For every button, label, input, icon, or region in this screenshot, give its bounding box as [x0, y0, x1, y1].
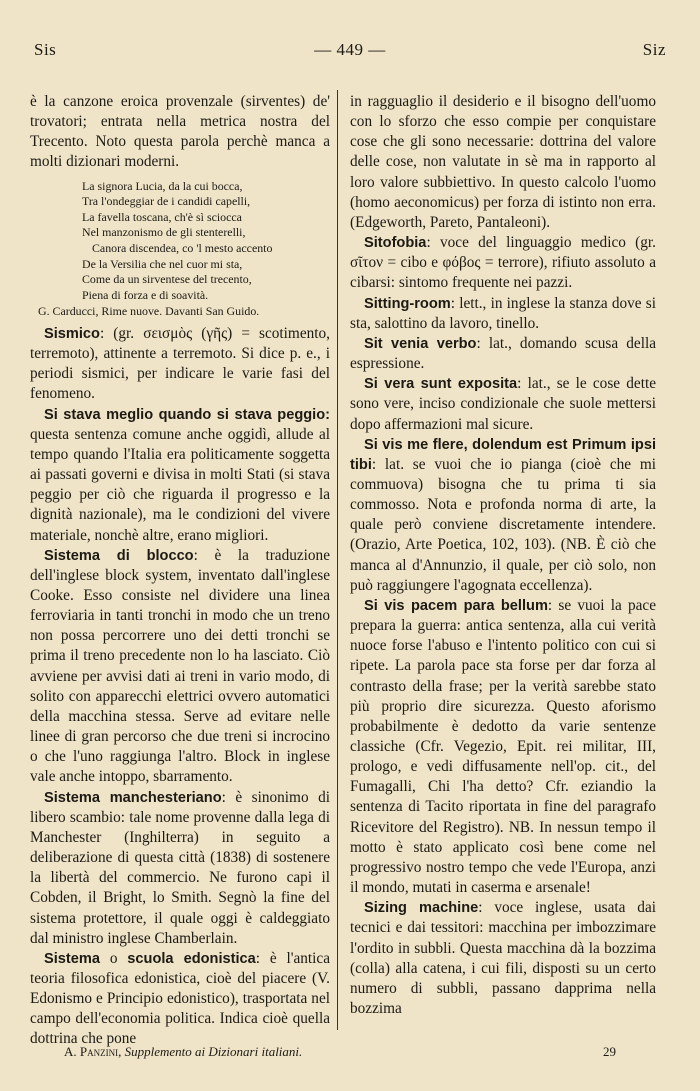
- entry-body: : se vuoi la pace prepara la guerra: antica sentenza, alla cui verità nuoce forse l'abuso e l'intento politico con cui si ripete. La parola pace sta forse per dar forza al contrasto della frase; per la verità sarebbe stato più proprio dire sicurezza. Questo aforismo probabilmente è dedotto da varie sentenze classiche (Cfr. Vegezio, Epit. rei militar, III, prologo, e vedi diffusamente nell'op. cit., del Fumagalli, Chi l'ha detto? Cfr. eziandio la sentenza di Tacito riportata in fine del paragrafo Ricevitore del Registro). NB. In nessun tempo il motto è stato applicato così bene come nel progressivo nostro tempo che vede l'Europa, anzi il mondo, mutati in caserma e arsenale!: [350, 596, 656, 897]
- entry-headword: scuola edonistica: [127, 950, 256, 967]
- entry-continuation: in ragguaglio il desiderio e il bisogno dell'uomo con lo sforzo che esso compie per conquistare cose che gli sono necessarie: dottrina del valore delle cose, non valutate in sè ma in rapporto al loro valore subbiettivo. In questo calcolo l'uomo (homo aeconomicus) per forza di istinto non erra. (Edgeworth, Pareto, Pantaleoni).: [350, 93, 656, 231]
- entry-sistema-manchesteriano: [30, 788, 330, 949]
- entry-body: : lat. se vuoi che io pianga (cioè che mi commuova) bisogna che tu prima ti sia commosso. Nota e profonda norma di arte, la quale però conviene discretamente intendere. (Orazio, Arte Poetica, 102, 103). (NB. È ciò che manca al d'Annunzio, il quale, per ciò solo, non può raggiungere l'agognata eccellenza).: [350, 455, 656, 594]
- entry-body: : lat., se le cose dette sono vere, inciso condizionale che suole mettersi dopo affermazioni mal sicure.: [350, 375, 656, 433]
- entry-headword: Sizing machine: [364, 900, 479, 917]
- entry-headword: Sitting-room: [364, 295, 451, 312]
- running-head-left: Sis: [34, 40, 57, 59]
- footer-title: , Supplemento ai Dizionari italiani.: [118, 1044, 303, 1059]
- entry-sitting-room: [350, 294, 656, 334]
- page-footer: [64, 1044, 616, 1060]
- entry-sit-venia-verbo: [350, 334, 656, 374]
- footer-author: A. Panzini: [64, 1044, 119, 1059]
- entry-si-vis-me-flere: [350, 435, 656, 596]
- poem-source: G. Carducci, Rime nuove. Davanti San Guido.: [38, 304, 260, 319]
- entry-headword: Sit venia verbo: [364, 335, 477, 352]
- entry-sitofobia: [350, 233, 656, 293]
- entry-headword: Sistema manchesteriano: [44, 789, 222, 806]
- entry-sismico: [30, 324, 330, 405]
- entry-continuation: è la canzone eroica provenzale (sirventes) de' trovatori; entrata nella metrica nostra del Trecento. Noto questa parola perchè manca a molti dizionari moderni.: [30, 93, 330, 171]
- entry-headword: Si vera sunt exposita: [364, 376, 518, 393]
- entry-headword: Sismico: [44, 325, 100, 342]
- running-head: [34, 38, 666, 62]
- entry-headword: Si stava meglio quando si stava peggio:: [44, 406, 330, 423]
- entry-sistema-edonistico: [30, 949, 330, 1050]
- poem-line: De la Versilia che nel cuor mi sta,: [82, 256, 243, 271]
- poem-line: La signora Lucia, da la cui bocca,: [82, 178, 243, 193]
- entry-body: : (gr. σεισμὸς (γῆς) = scotimento, terremoto), attinente a terremoto. Si dice p. e., i periodi sismici, per indicare le varie fasi del fenomeno.: [30, 324, 330, 403]
- footer-citation: [64, 1044, 302, 1060]
- entry-body: : è la traduzione dell'inglese block system, inventato dall'inglese Cooke. Esso consiste nel dividere una linea ferroviaria in tanti tronchi in modo che un treno non possa percorrere uno dei detti tronchi se prima il treno precedente non lo ha lasciato. Ciò avviene per avvisi dati ai treni in vario modo, di solito con apparecchi elettrici ovvero automatici della macchina stessa. Serve ad evitare nelle linee di gran percorso che due treni si incrocino o che l'uno raggiunga l'altro. Block in inglese vale anche intoppo, sbarramento.: [30, 546, 330, 786]
- entry-body: : voce del linguaggio medico (gr. σῖτον = cibo e φόβος = terrore), rifiuto assoluto a cibarsi: sintomo frequente nei pazzi.: [350, 234, 656, 292]
- entry-sistema-di-blocco: [30, 546, 330, 788]
- entry-si-stava-meglio: [30, 405, 330, 546]
- left-column: [30, 92, 330, 1050]
- entry-headword: Si vis pacem para bellum: [364, 597, 548, 614]
- entry-headword: Sistema: [44, 950, 100, 967]
- running-head-right: Siz: [642, 40, 666, 59]
- poem-line: Nel manzonismo de gli stenterelli,: [82, 225, 246, 240]
- entry-headword: Sistema di blocco: [44, 547, 194, 564]
- poem-quote: [38, 178, 330, 320]
- entry-body: : lett., in inglese la stanza dove si sta, salottino da lavoro, tinello.: [350, 294, 656, 332]
- entry-connector: o: [99, 949, 128, 967]
- entry-body: : è sinonimo di libero scambio: tale nome provenne dalla lega di Manchester (Inghilterra) in seguito a deliberazione di questa città (1838) di sostenere la libertà del commercio. Ne furono capi il Cobden, il Bright, lo Smith. Segnò la fine del sistema protettore, il quale oggi è caldeggiato dal ministro inglese Chamberlain.: [30, 788, 330, 947]
- poem-line: Tra l'ondeggiar de i candidi capelli,: [82, 194, 251, 209]
- poem-line: Piena di forza e di soavità.: [82, 287, 209, 302]
- column-divider: [337, 90, 338, 1030]
- entry-body: : è l'antica teoria filosofica edonistica, cioè del piacere (V. Edonismo e Principio edonistico), trasportata nel campo dell'economia politica. Indica cioè quella dottrina che pone: [30, 949, 331, 1048]
- poem-line: Come da un sirventese del trecento,: [82, 272, 252, 287]
- poem-line: La favella toscana, ch'è sì sciocca: [82, 209, 242, 224]
- entry-body: questa sentenza comune anche oggidì, allude al tempo quando l'Italia era politicamente soggetta ai passati governi e divisa in molti Stati (si stava peggio per ciò che riguarda il progresso e la dignità nazionale), ma le condizioni del vivere materiale, nonchè altre, erano migliori.: [30, 425, 330, 544]
- entry-headword: Si vis me flere, dolendum est Primum ipsi tibi: [350, 436, 656, 473]
- right-column: [350, 92, 656, 1019]
- entry-body: : voce inglese, usata dai tecnici e dai tessitori: macchina per imbozzimare l'ordito in subbli. Questa macchina dà la bozzima (colla) alla catena, i cui fili, disposti su un certo numero di subbli, passano dapprima nella bozzima: [350, 899, 656, 1018]
- signature-mark: 29: [603, 1044, 616, 1059]
- page-number: — 449 —: [314, 40, 386, 59]
- entry-body: : lat., domando scusa della espressione.: [350, 334, 656, 373]
- entry-si-vera-sunt: [350, 374, 656, 434]
- entry-si-vis-pacem: [350, 596, 656, 898]
- entry-headword: Sitofobia: [364, 235, 427, 252]
- poem-line: Canora discendea, co 'l mesto accento: [92, 241, 273, 255]
- entry-sizing-machine: [350, 898, 656, 1019]
